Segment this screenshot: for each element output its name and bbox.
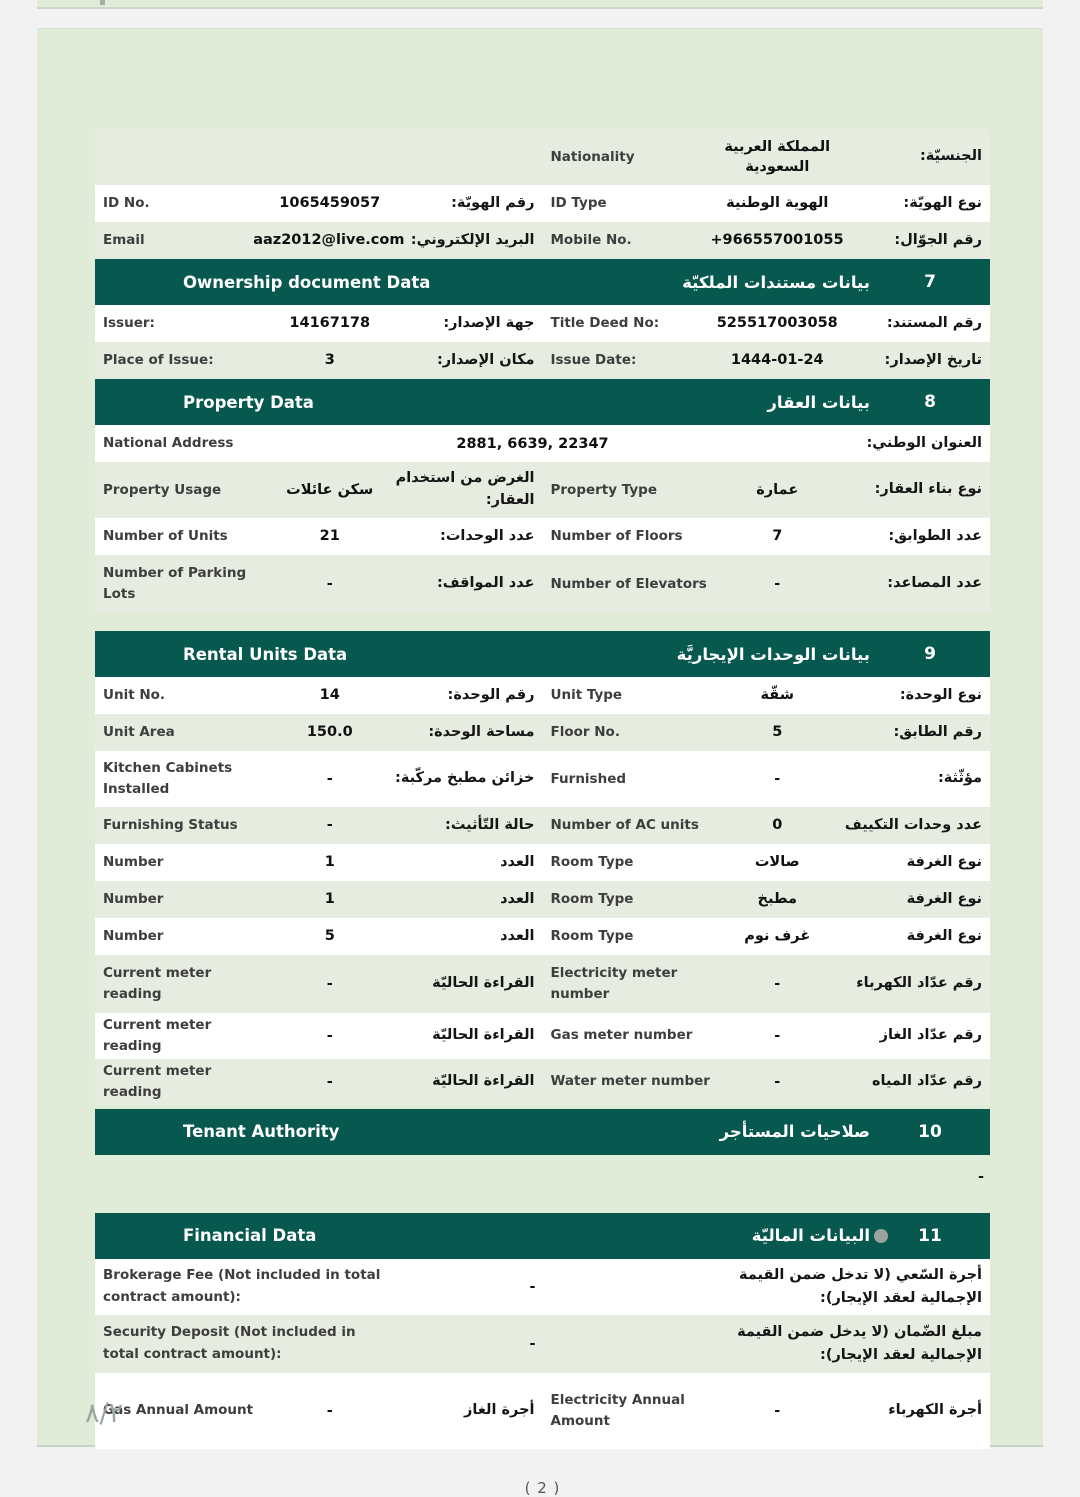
- row-left-half: [95, 889, 543, 911]
- row-right-half: [543, 1390, 991, 1432]
- row-right-half: [543, 526, 991, 548]
- label-en: Room Type: [550, 891, 634, 908]
- label-ar: مبلغ الضّمان (لا يدخل ضمن القيمة الإجمالية لعقد الإيجار):: [737, 1323, 982, 1363]
- row-right-half: [543, 889, 991, 911]
- label-en: Nationality: [550, 148, 635, 165]
- label-ar: تاريخ الإصدار:: [884, 351, 982, 368]
- section-number: [870, 1226, 990, 1246]
- section-gap: [95, 1199, 990, 1213]
- table-row: [95, 881, 990, 918]
- label-en: Furnishing Status: [103, 817, 238, 834]
- section-number: 8: [924, 392, 936, 412]
- label-en: Place of Issue:: [103, 352, 214, 369]
- row-right-half: [543, 193, 991, 215]
- label-ar: الغرض من استخدام العقار:: [395, 470, 535, 508]
- label-en: Property Usage: [103, 481, 222, 498]
- label-ar: القراءة الحاليّة: [432, 1072, 535, 1089]
- section-number-text: 11: [918, 1225, 942, 1246]
- label-ar: البريد الإلكتروني:: [410, 231, 535, 248]
- row-right-half: [543, 479, 991, 501]
- cell-value: -: [326, 1402, 333, 1419]
- label-en: Property Type: [550, 481, 657, 498]
- row-left-half: [95, 963, 543, 1005]
- cell-value: -: [774, 1073, 781, 1090]
- label-ar: عدد المواقف:: [436, 575, 535, 592]
- label-ar: أجرة الكهرباء: [888, 1401, 982, 1418]
- row-right-half: [543, 573, 991, 595]
- label-ar: نوع بناء العقار:: [874, 481, 982, 498]
- cell-value: aaz2012@live.com: [253, 232, 405, 249]
- row-left-half: [95, 926, 543, 948]
- label-ar: رقم المستند:: [886, 314, 982, 331]
- row-right-half: [543, 230, 991, 252]
- section-header-ownership: [95, 259, 990, 305]
- label-en: Number: [103, 928, 164, 945]
- table-row-brokerage-fee: [95, 1259, 990, 1315]
- label-ar: العدد: [500, 890, 535, 907]
- document-page: [37, 28, 1043, 1497]
- label-en: Room Type: [550, 928, 634, 945]
- row-right-half: [543, 1071, 991, 1093]
- label-en: National Address: [103, 434, 234, 451]
- row-left-half: [95, 1400, 543, 1422]
- row-left-half: [95, 563, 543, 605]
- section-title-ar: بيانات الوحدات الإيجاريَّة: [676, 644, 870, 664]
- table-row: [95, 918, 990, 955]
- table-row-security-deposit: [95, 1315, 990, 1373]
- cell-value: 5: [324, 928, 335, 945]
- label-ar: القراءة الحاليّة: [432, 975, 535, 992]
- label-ar: العدد: [500, 853, 535, 870]
- label-ar: نوع الغرفة: [906, 890, 982, 907]
- section-number: 9: [924, 644, 936, 664]
- table-row: [95, 342, 990, 379]
- label-ar: رقم عدّاد المياه: [871, 1072, 982, 1089]
- label-ar: خزائن مطبخ مركّبة:: [395, 770, 535, 787]
- cell-value: الهوية الوطنية: [726, 195, 829, 212]
- label-ar: نوع الغرفة: [906, 927, 982, 944]
- table-row: [95, 1059, 990, 1105]
- label-en: Number of Parking Lots: [103, 565, 247, 602]
- label-en: Mobile No.: [550, 232, 632, 249]
- label-ar: نوع الغرفة: [906, 853, 982, 870]
- section-title-ar: بيانات العقار: [767, 392, 870, 412]
- label-en: Security Deposit (Not included in total contract amount):: [103, 1324, 356, 1362]
- page-number: ( 2 ): [524, 1478, 561, 1497]
- cell-value: 1: [324, 891, 335, 908]
- label-en: ID Type: [550, 195, 607, 212]
- row-right-half: [543, 350, 991, 372]
- label-ar: مساحة الوحدة:: [428, 723, 535, 740]
- row-left-half: [95, 722, 543, 744]
- label-ar: رقم الهويّة:: [451, 194, 535, 211]
- label-en: Issuer:: [103, 315, 155, 332]
- table-row: [95, 751, 990, 807]
- label-en: Electricity Annual Amount: [550, 1391, 685, 1429]
- cell-value: -: [774, 1027, 781, 1044]
- cell-value: 0: [772, 817, 783, 834]
- row-left-half: [95, 350, 543, 372]
- row-left-half: [95, 526, 543, 548]
- section-header-rental-units: [95, 631, 990, 677]
- label-ar: مؤثّثة:: [937, 770, 982, 787]
- row-left-half: [95, 193, 543, 215]
- label-ar: رقم عدّاد الغاز: [879, 1027, 982, 1044]
- cell-value: -: [529, 1335, 536, 1352]
- label-ar: رقم عدّاد الكهرباء: [856, 975, 982, 992]
- cell-value: -: [326, 1027, 333, 1044]
- label-ar: الجنسيّة:: [919, 148, 982, 165]
- table-row: [95, 555, 990, 613]
- label-en: Gas meter number: [550, 1027, 693, 1044]
- row-right-half: [543, 815, 991, 837]
- cell-value: سكن عائلات: [286, 481, 374, 498]
- row-left-half: [95, 468, 543, 512]
- cell-value: 5: [772, 724, 783, 741]
- table-row: [95, 462, 990, 518]
- tenant-authority-value: -: [977, 1168, 984, 1185]
- label-en: Number of Units: [103, 528, 228, 545]
- row-right-half: [543, 768, 991, 790]
- section-header-financial: [95, 1213, 990, 1259]
- cell-value: 21: [319, 528, 340, 545]
- row-left-half: [95, 313, 543, 335]
- label-en: Room Type: [550, 854, 634, 871]
- label-en: Current meter reading: [103, 965, 212, 1002]
- row-right-half: [543, 926, 991, 948]
- section-gap: [95, 613, 990, 631]
- label-ar: رقم الطابق:: [893, 723, 982, 740]
- label-ar: جهة الإصدار:: [443, 314, 535, 331]
- table-row: [95, 305, 990, 342]
- label-en: Current meter reading: [103, 1017, 212, 1054]
- label-en: Title Deed No:: [550, 315, 660, 332]
- label-en: Number: [103, 891, 164, 908]
- section-title-en: Tenant Authority: [183, 1122, 340, 1142]
- row-right-half: [543, 963, 991, 1005]
- cell-value: 2881, 6639, 22347: [456, 435, 609, 452]
- row-left-half: [95, 685, 543, 707]
- cell-value: 14167178: [289, 315, 371, 332]
- cell-value: -: [774, 770, 781, 787]
- label-ar: رقم الوحدة:: [447, 686, 535, 703]
- label-ar: العدد: [500, 927, 535, 944]
- label-en: Unit Area: [103, 724, 175, 741]
- label-en: Kitchen Cabinets Installed: [103, 760, 233, 797]
- cell-value: -: [326, 817, 333, 834]
- contract-tables: [95, 129, 990, 1497]
- table-row: [95, 518, 990, 555]
- row-right-half: [543, 685, 991, 707]
- cell-value: صالات: [754, 854, 800, 871]
- label-ar: حالة التّأثيث:: [445, 816, 535, 833]
- label-en: Furnished: [550, 770, 627, 787]
- label-ar: عدد الطوابق:: [888, 527, 982, 544]
- cell-value: 14: [319, 687, 340, 704]
- label-en: Number: [103, 854, 164, 871]
- label-en: Electricity meter number: [550, 965, 678, 1002]
- cell-value: +966557001055: [710, 232, 844, 249]
- label-en: Floor No.: [550, 724, 620, 741]
- section-title-en: Financial Data: [183, 1226, 317, 1246]
- cell-value: -: [326, 770, 333, 787]
- cell-value: -: [529, 1278, 536, 1295]
- label-en: ID No.: [103, 195, 150, 212]
- cell-value: -: [774, 975, 781, 992]
- label-ar: أجرة السّعي (لا تدخل ضمن القيمة الإجمالية لعقد الإيجار):: [739, 1266, 982, 1306]
- previous-page-fragment: [100, 0, 105, 5]
- cell-value: 525517003058: [716, 315, 838, 332]
- label-en: Number of Elevators: [550, 575, 707, 592]
- label-en: Unit No.: [103, 687, 166, 704]
- label-en: Number of Floors: [550, 528, 683, 545]
- cell-value: -: [326, 975, 333, 992]
- cell-value: 1: [324, 854, 335, 871]
- label-en: Brokerage Fee (Not included in total contract amount):: [103, 1267, 381, 1305]
- cell-value: -: [326, 575, 333, 592]
- cell-value: -: [326, 1073, 333, 1090]
- section-number: 10: [918, 1121, 942, 1142]
- cell-value: 1444-01-24: [730, 352, 824, 369]
- label-ar: عدد الوحدات:: [440, 527, 535, 544]
- gray-dot-icon: [874, 1229, 888, 1243]
- label-en: Unit Type: [550, 687, 623, 704]
- label-en: Current meter reading: [103, 1062, 212, 1100]
- cell-value: 1065459057: [279, 195, 381, 212]
- label-ar: أجرة الغاز: [464, 1401, 535, 1418]
- row-right-half: [543, 722, 991, 744]
- label-en: Email: [103, 232, 145, 249]
- cell-value: مطبخ: [757, 891, 797, 908]
- cell-value: -: [774, 575, 781, 592]
- label-ar: مكان الإصدار:: [436, 351, 535, 368]
- table-row: [95, 677, 990, 714]
- table-row-national-address: [95, 425, 990, 462]
- table-row: [95, 955, 990, 1013]
- table-row: [95, 185, 990, 222]
- table-row: [95, 129, 990, 185]
- cell-value: 3: [324, 352, 335, 369]
- section-title-ar: البيانات الماليّة: [751, 1226, 870, 1246]
- cell-value: المملكة العربية السعودية: [724, 138, 831, 175]
- section-title-en: Rental Units Data: [183, 644, 348, 664]
- table-row: [95, 844, 990, 881]
- section-title-en: Ownership document Data: [183, 272, 431, 292]
- label-ar: عدد وحدات التكييف: [844, 816, 982, 833]
- row-left-half: [95, 852, 543, 874]
- cell-value: غرف نوم: [744, 928, 811, 945]
- label-ar: عدد المصاعد:: [887, 575, 982, 592]
- label-en: Water meter number: [550, 1073, 710, 1090]
- row-right-half: [543, 852, 991, 874]
- label-ar: نوع الهويّة:: [903, 194, 982, 211]
- table-row: [95, 714, 990, 751]
- row-right-half: [543, 1025, 991, 1047]
- label-ar: نوع الوحدة:: [899, 686, 982, 703]
- table-row: [95, 222, 990, 259]
- cell-value: -: [774, 1402, 781, 1419]
- section-title-en: Property Data: [183, 392, 314, 412]
- cell-value: 150.0: [306, 724, 353, 741]
- label-en: Issue Date:: [550, 352, 637, 369]
- row-right-half: [543, 313, 991, 335]
- previous-page-bottom-edge: [37, 0, 1043, 9]
- row-left-half: [95, 758, 543, 800]
- label-ar: رقم الجوّال:: [894, 231, 982, 248]
- label-ar: القراءة الحاليّة: [432, 1027, 535, 1044]
- section-header-tenant-authority: [95, 1109, 990, 1155]
- cell-value: شقّة: [760, 687, 794, 704]
- row-left-half: [95, 1061, 543, 1103]
- row-right-half: [543, 137, 991, 178]
- cell-value: 7: [772, 528, 783, 545]
- section-title-ar: بيانات مستندات الملكيّة: [682, 272, 870, 292]
- table-row: [95, 1013, 990, 1059]
- label-en: Gas Annual Amount: [103, 1402, 254, 1419]
- table-row: [95, 1373, 990, 1449]
- row-left-half: [95, 815, 543, 837]
- sheet-index-label: ٨/٢: [85, 1398, 124, 1429]
- table-row: [95, 807, 990, 844]
- section-number: 7: [924, 272, 936, 292]
- section-header-property: [95, 379, 990, 425]
- cell-value: عمارة: [756, 481, 799, 498]
- label-en: Number of AC units: [550, 817, 699, 834]
- row-left-half: [95, 230, 543, 252]
- row-left-half: [95, 1015, 543, 1057]
- label-ar: العنوان الوطني:: [866, 434, 982, 451]
- section-title-ar: صلاحيات المستأجر: [719, 1122, 870, 1142]
